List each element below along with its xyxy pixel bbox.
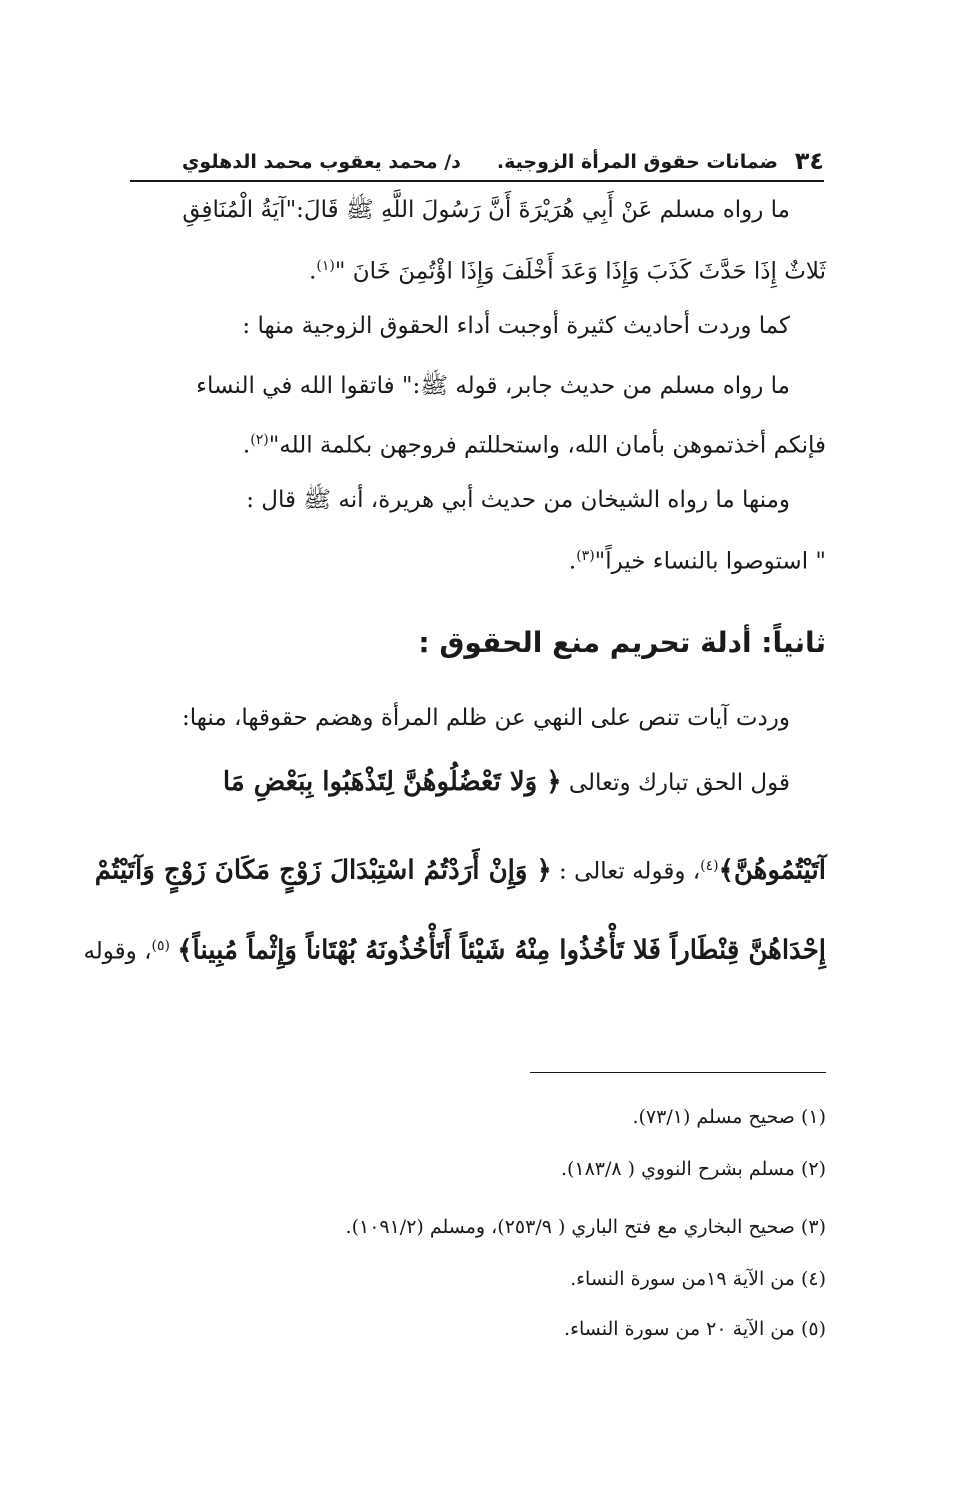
footnote-5: (٥) من الآية ٢٠ من سورة النساء.: [564, 1318, 826, 1340]
quran-verse: ﴿ وَلا تَعْضُلُوهُنَّ لِتَذْهَبُوا بِبَعْضِ مَا: [222, 767, 562, 797]
footnote-ref-1: (١): [316, 258, 335, 274]
footnote-3: (٣) صحيح البخاري مع فتح الباري ( ٢٥٣/٩)، ومسلم (١٠٩١/٢).: [345, 1216, 826, 1238]
verse-line-10: [94, 846, 826, 892]
paragraph-line-6: ومنها ما رواه الشيخان من حديث أبي هريرة، أنه ﷺ قال :: [246, 487, 790, 513]
footnote-ref-3: (٣): [576, 548, 595, 564]
footnote-ref-5: (٥): [151, 938, 170, 954]
footnote-4: (٤) من الآية ١٩من سورة النساء.: [570, 1268, 826, 1290]
paragraph-line-7-text: " استوصوا بالنساء خيراً": [594, 548, 826, 575]
page-header: [130, 146, 824, 182]
footnote-ref-4: (٤): [700, 858, 719, 874]
quran-verse: ﴿ وَإِنْ أَرَدْتُمُ اسْتِبْدَالَ زَوْجٍ مَكَانَ زَوْجٍ وَآتَيْتُمْ: [94, 855, 552, 886]
page-number: ٣٤: [794, 147, 824, 175]
verse-line-11: [83, 926, 826, 972]
quran-verse: إِحْدَاهُنَّ قِنْطَاراً فَلا تَأْخُذُوا مِنْهُ شَيْئاً أَتَأْخُذُونَهُ بُهْتَاناً وَإِثْماً مُبِيناً﴾: [177, 935, 826, 966]
author-name: د/ محمد يعقوب محمد الدهلوي: [182, 151, 461, 173]
paragraph-line-8: وردت آيات تنص على النهي عن ظلم المرأة وهضم حقوقها، منها:: [182, 705, 790, 731]
line-end: .: [309, 258, 317, 285]
paragraph-line-5: [130, 420, 826, 466]
hadith-line-2: [130, 246, 826, 292]
verse-line-9: [130, 762, 790, 803]
line-end: .: [242, 432, 251, 459]
verse-connector: ، وقوله: [83, 938, 152, 965]
paragraph-line-4: ما رواه مسلم من حديث جابر، قوله ﷺ:" فاتقوا الله في النساء: [196, 373, 790, 399]
section-heading: ثانياً: أدلة تحريم منع الحقوق :: [418, 626, 826, 659]
footnote-1: (١) صحيح مسلم (٧٣/١).: [632, 1106, 826, 1128]
footnote-ref-2: (٢): [250, 432, 269, 448]
verse-connector: ، وقوله تعالى :: [559, 858, 701, 885]
paragraph-line-5-text: فإنكم أخذتموهن بأمان الله، واستحللتم فروجهن بكلمة الله": [268, 432, 826, 459]
hadith-line-2-text: ثَلاثٌ إِذَا حَدَّثَ كَذَبَ وَإِذَا وَعَدَ أَخْلَفَ وَإِذَا اؤْتُمِنَ خَانَ ": [334, 258, 826, 285]
line-end: .: [568, 548, 577, 575]
footnote-separator: [530, 1072, 826, 1073]
hadith-line-1: ما رواه مسلم عَنْ أَبِي هُرَيْرَةَ أَنَّ رَسُولَ اللَّهِ ﷺ قَالَ:"آيَةُ الْمُنَافِقِ: [182, 197, 790, 223]
paragraph-line-3: كما وردت أحاديث كثيرة أوجبت أداء الحقوق الزوجية منها :: [242, 313, 790, 339]
verse-intro: قول الحق تبارك وتعالى: [568, 770, 790, 796]
quran-verse: آتَيْتُمُوهُنَّ﴾: [718, 855, 826, 886]
paragraph-line-7: [130, 536, 826, 582]
book-title: ضمانات حقوق المرأة الزوجية.: [496, 151, 778, 173]
footnote-2: (٢) مسلم بشرح النووي ( ١٨٣/٨).: [560, 1158, 826, 1180]
